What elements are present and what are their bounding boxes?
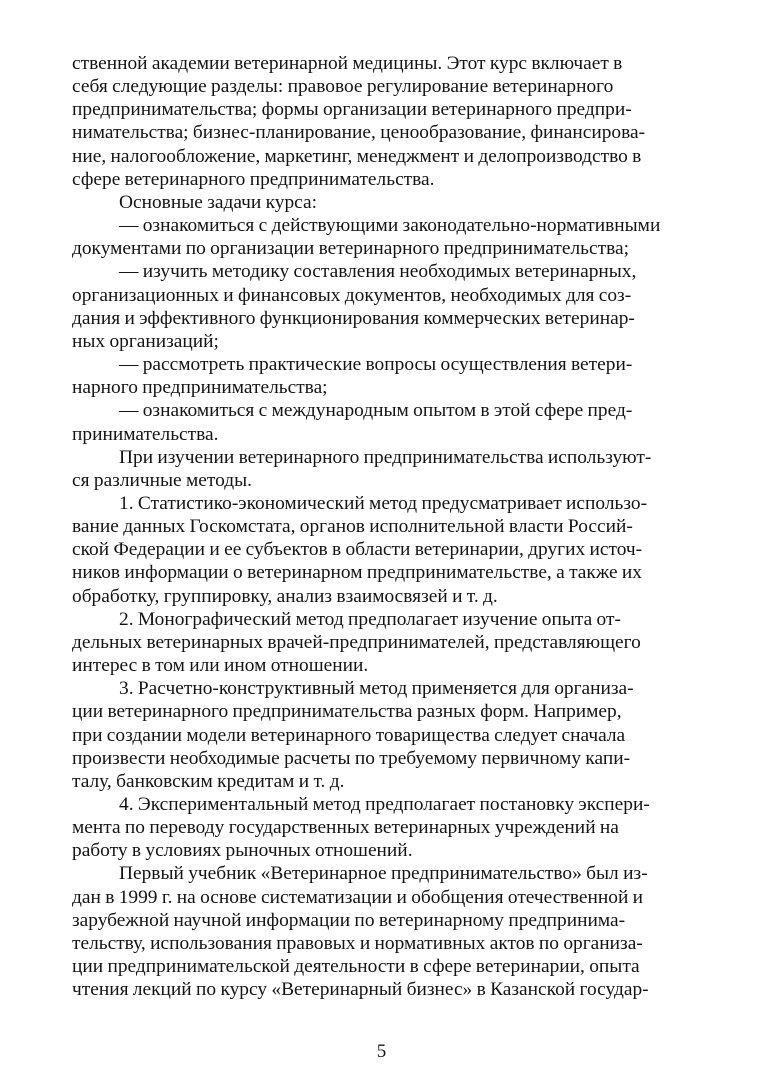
text-line: 1. Статистико-экономический метод предусматривает использо- <box>119 492 648 514</box>
text-line: при создании модели ветеринарного товарищества следует сначала <box>72 724 626 746</box>
paragraph-intro <box>72 52 691 191</box>
text-line: дельных ветеринарных врачей-предпринимателей, представляющего <box>72 631 641 653</box>
text-line: ственной академии ветеринарной медицины. Этот курс включает в <box>72 53 623 74</box>
text-line: ников информации о ветеринарном предпринимательстве, а также их <box>72 562 642 584</box>
paragraph-textbook <box>72 862 691 1001</box>
text-line: При изучении ветеринарного предпринимательства используют- <box>119 446 652 468</box>
text-line: ции ветеринарного предпринимательства разных форм. Например, <box>72 701 622 723</box>
text-line: Первый учебник «Ветеринарное предпринимательство» был из- <box>119 863 648 885</box>
page-number: 5 <box>376 1041 387 1062</box>
text-line: ся различные методы. <box>72 469 252 491</box>
text-line: — изучить методику составления необходимых ветеринарных, <box>119 261 637 283</box>
text-line: вание данных Госкомстата, органов исполнительной власти Россий- <box>72 516 633 538</box>
text-line: чтения лекций по курсу «Ветеринарный бизнес» в Казанской государ- <box>72 979 649 1001</box>
text-line: ние, налогообложение, маркетинг, менеджмент и делопроизводство в <box>72 145 642 167</box>
text-line: себя следующие разделы: правовое регулирование ветеринарного <box>72 76 614 98</box>
text-line: нимательства; бизнес-планирование, ценообразование, финансирова- <box>72 122 646 144</box>
text-line: предпринимательства; формы организации ветеринарного предпри- <box>72 99 632 121</box>
text-line: интерес в том или ином отношении. <box>72 655 369 677</box>
paragraph-method-4 <box>72 793 691 862</box>
text-line: дан в 1999 г. на основе систематизации и обобщения отечественной и <box>72 886 644 908</box>
paragraph-method-2 <box>72 608 691 677</box>
paragraph-task-2 <box>72 260 691 353</box>
text-line: работу в условиях рыночных отношений. <box>72 840 413 862</box>
paragraph-task-3 <box>72 353 691 399</box>
paragraph-method-1 <box>72 492 691 608</box>
text-line: ных организаций; <box>72 330 219 352</box>
paragraph-methods-intro <box>72 446 691 492</box>
paragraph-task-1 <box>72 214 691 260</box>
text-line: организационных и финансовых документов, необходимых для соз- <box>72 284 632 306</box>
text-line: Основные задачи курса: <box>119 191 318 213</box>
text-line: тельству, использования правовых и нормативных актов по организа- <box>72 932 643 954</box>
text-line: произвести необходимые расчеты по требуемому первичному капи- <box>72 747 631 769</box>
text-line: талу, банковским кредитам и т. д. <box>72 770 345 792</box>
paragraph-tasks-heading <box>72 191 691 214</box>
text-line: дания и эффективного функционирования коммерческих ветеринар- <box>72 307 635 329</box>
text-line: 4. Экспериментальный метод предполагает постановку экспери- <box>119 794 650 815</box>
text-line: ции предпринимательской деятельности в сфере ветеринарии, опыта <box>72 956 640 978</box>
page-body <box>72 52 691 1001</box>
text-line: — ознакомиться с действующими законодательно-нормативными <box>119 215 661 237</box>
text-line: сфере ветеринарного предпринимательства. <box>72 168 435 190</box>
text-line: мента по переводу государственных ветеринарных учреждений на <box>72 817 619 839</box>
text-line: — ознакомиться с международным опытом в этой сфере пред- <box>119 400 633 422</box>
text-line: — рассмотреть практические вопросы осуществления ветери- <box>119 354 633 376</box>
text-line: 2. Монографический метод предполагает изучение опыта от- <box>119 608 621 630</box>
text-line: ской Федерации и ее субъектов в области ветеринарии, других источ- <box>72 539 643 561</box>
paragraph-task-4 <box>72 399 691 445</box>
paragraph-method-3 <box>72 677 691 793</box>
text-line: обработку, группировку, анализ взаимосвязей и т. д. <box>72 585 498 607</box>
text-line: зарубежной научной информации по ветеринарному предпринима- <box>72 909 626 931</box>
text-line: нарного предпринимательства; <box>72 377 328 399</box>
text-line: 3. Расчетно-конструктивный метод применяется для организа- <box>119 678 634 700</box>
text-line: принимательства. <box>72 423 219 445</box>
text-line: документами по организации ветеринарного предпринимательства; <box>72 238 629 260</box>
